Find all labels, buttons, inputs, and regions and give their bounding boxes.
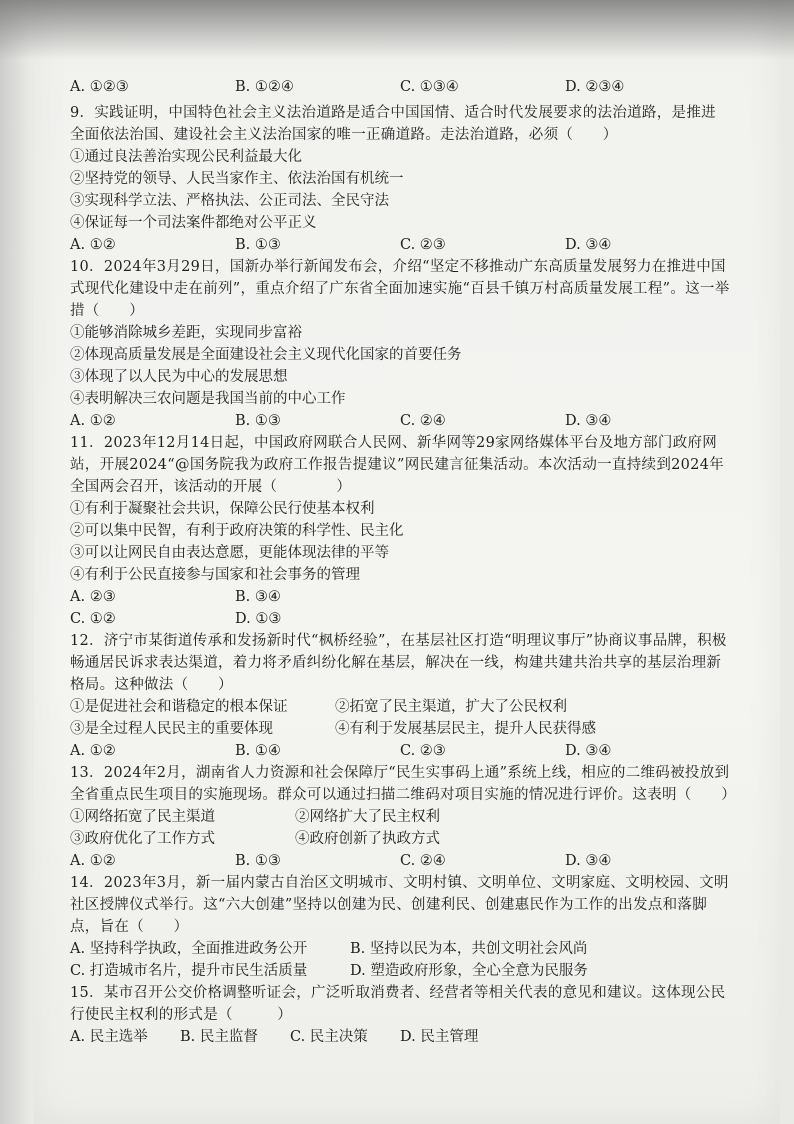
q15-option-a: A. 民主选举: [70, 1029, 148, 1045]
q8-option-c: C. ①③④: [400, 79, 459, 95]
q12-item-2: ②拓宽了民主渠道，扩大了公民权利: [335, 699, 567, 715]
q10-option-c: C. ②④: [400, 413, 446, 429]
q13-items-row-2: [70, 828, 730, 850]
q13-option-a: A. ①②: [70, 853, 116, 869]
q12-option-a: A. ①②: [70, 743, 116, 759]
q13-item-3: ③政府优化了工作方式: [70, 831, 215, 847]
q13-option-c: C. ②④: [400, 853, 446, 869]
q11-options-row-2: [70, 608, 730, 630]
q9-item-3: ③实现科学立法、严格执法、公正司法、全民守法: [70, 193, 389, 209]
exam-content: [70, 76, 736, 1048]
q12-items-row-2: [70, 718, 730, 740]
q9-option-b: B. ①③: [235, 237, 281, 253]
question-10: [70, 256, 730, 432]
q10-option-a: A. ①②: [70, 413, 116, 429]
q8-option-b: B. ①②④: [235, 79, 294, 95]
question-11: [70, 432, 730, 630]
q14-option-c: C. 打造城市名片，提升市民生活质量: [70, 963, 308, 979]
q8-option-d: D. ②③④: [565, 79, 625, 95]
q13-options: [70, 850, 730, 872]
q9-option-d: D. ③④: [565, 237, 612, 253]
question-15: [70, 982, 730, 1048]
q12-item-3: ③是全过程人民民主的重要体现: [70, 721, 273, 737]
q14-option-d: D. 塑造政府形象，全心全意为民服务: [350, 963, 588, 979]
q12-stem: 12．济宁市某街道传承和发扬新时代“枫桥经验”，在基层社区打造“明理议事厅”协商议事品牌，积极畅通居民诉求表达渠道，着力将矛盾纠纷化解在基层，解决在一线，构建共建共治共享的基层治理新格局。这种做法（ ）: [70, 633, 727, 693]
q9-item-1: ①通过良法善治实现公民利益最大化: [70, 149, 302, 165]
q13-item-2: ②网络扩大了民主权利: [295, 809, 440, 825]
q11-item-4: ④有利于公民直接参与国家和社会事务的管理: [70, 567, 360, 583]
q10-option-d: D. ③④: [565, 413, 612, 429]
q14-option-a: A. 坚持科学执政，全面推进政务公开: [70, 941, 308, 957]
q13-item-4: ④政府创新了执政方式: [295, 831, 440, 847]
question-13: [70, 762, 736, 872]
q15-option-b: B. 民主监督: [180, 1029, 258, 1045]
q11-option-d: D. ①③: [235, 611, 282, 627]
q9-options: [70, 234, 730, 256]
q11-option-c: C. ①②: [70, 611, 116, 627]
left-shadow: [0, 0, 30, 1124]
q12-option-b: B. ①④: [235, 743, 281, 759]
q12-option-d: D. ③④: [565, 743, 612, 759]
q15-option-c: C. 民主决策: [290, 1029, 368, 1045]
q14-options-row-2: [70, 960, 730, 982]
q11-stem: 11．2023年12月14日起，中国政府网联合人民网、新华网等29家网络媒体平台及地方部门政府网站，开展2024“@国务院我为政府工作报告提建议”网民建言征集活动。本次活动一直持续到2024年全国两会召开，该活动的开展（ ）: [70, 435, 725, 495]
question-14: [70, 872, 730, 982]
q12-item-1: ①是促进社会和谐稳定的根本保证: [70, 699, 288, 715]
q11-item-2: ②可以集中民智，有利于政府决策的科学性、民主化: [70, 523, 404, 539]
q15-stem: 15．某市召开公交价格调整听证会，广泛听取消费者、经营者等相关代表的意见和建议。这体现公民行使民主权利的形式是（ ）: [70, 985, 726, 1023]
q9-stem: 9．实践证明，中国特色社会主义法治道路是适合中国国情、适合时代发展要求的法治道路，是推进全面依法治国、建设社会主义法治国家的唯一正确道路。走法治道路，必须（ ）: [70, 105, 716, 143]
q10-item-4: ④表明解决三农问题是我国当前的中心工作: [70, 391, 346, 407]
q10-item-2: ②体现高质量发展是全面建设社会主义现代化国家的首要任务: [70, 347, 462, 363]
q12-option-c: C. ②③: [400, 743, 446, 759]
question-9: [70, 102, 730, 256]
q8-options: [70, 76, 730, 98]
q14-options-row-1: [70, 938, 730, 960]
q11-options-row-1: [70, 586, 730, 608]
q13-option-b: B. ①③: [235, 853, 281, 869]
q12-items-row-1: [70, 696, 730, 718]
q12-item-4: ④有利于发展基层民主，提升人民获得感: [335, 721, 596, 737]
q13-stem: 13．2024年2月，湖南省人力资源和社会保障厅“民生实事码上通”系统上线，相应的二维码被投放到全省重点民生项目的实施现场。群众可以通过扫描二维码对项目实施的情况进行评价。这表明（ ）: [70, 765, 736, 803]
q13-item-1: ①网络拓宽了民主渠道: [70, 809, 215, 825]
q14-stem: 14．2023年3月，新一届内蒙古自治区文明城市、文明村镇、文明单位、文明家庭、文明校园、文明社区授牌仪式举行。这“六大创建”坚持以创建为民、创建利民、创建惠民作为工作的出发点和落脚点，旨在（ ）: [70, 875, 729, 935]
q13-items-row-1: [70, 806, 730, 828]
q8-option-a: A. ①②③: [70, 79, 129, 95]
q11-option-b: B. ③④: [235, 589, 281, 605]
q9-option-a: A. ①②: [70, 237, 116, 253]
q10-item-3: ③体现了以人民为中心的发展思想: [70, 369, 288, 385]
q11-item-3: ③可以让网民自由表达意愿，更能体现法律的平等: [70, 545, 389, 561]
q10-option-b: B. ①③: [235, 413, 281, 429]
q10-options: [70, 410, 730, 432]
q12-options: [70, 740, 730, 762]
top-shadow: [0, 0, 794, 60]
q9-option-c: C. ②③: [400, 237, 446, 253]
q14-option-b: B. 坚持以民为本，共创文明社会风尚: [350, 941, 588, 957]
q11-item-1: ①有利于凝聚社会共识，保障公民行使基本权利: [70, 501, 375, 517]
q10-item-1: ①能够消除城乡差距，实现同步富裕: [70, 325, 302, 341]
q13-option-d: D. ③④: [565, 853, 612, 869]
q15-option-d: D. 民主管理: [400, 1029, 479, 1045]
q9-item-2: ②坚持党的领导、人民当家作主、依法治国有机统一: [70, 171, 404, 187]
question-12: [70, 630, 730, 762]
q15-options: [70, 1026, 730, 1048]
q9-item-4: ④保证每一个司法案件都绝对公平正义: [70, 215, 317, 231]
q10-stem: 10．2024年3月29日，国新办举行新闻发布会，介绍“坚定不移推动广东高质量发展努力在推进中国式现代化建设中走在前列”，重点介绍了广东省全面加速实施“百县千镇万村高质量发展工程”。这一举措（ ）: [70, 259, 730, 319]
q11-option-a: A. ②③: [70, 589, 116, 605]
